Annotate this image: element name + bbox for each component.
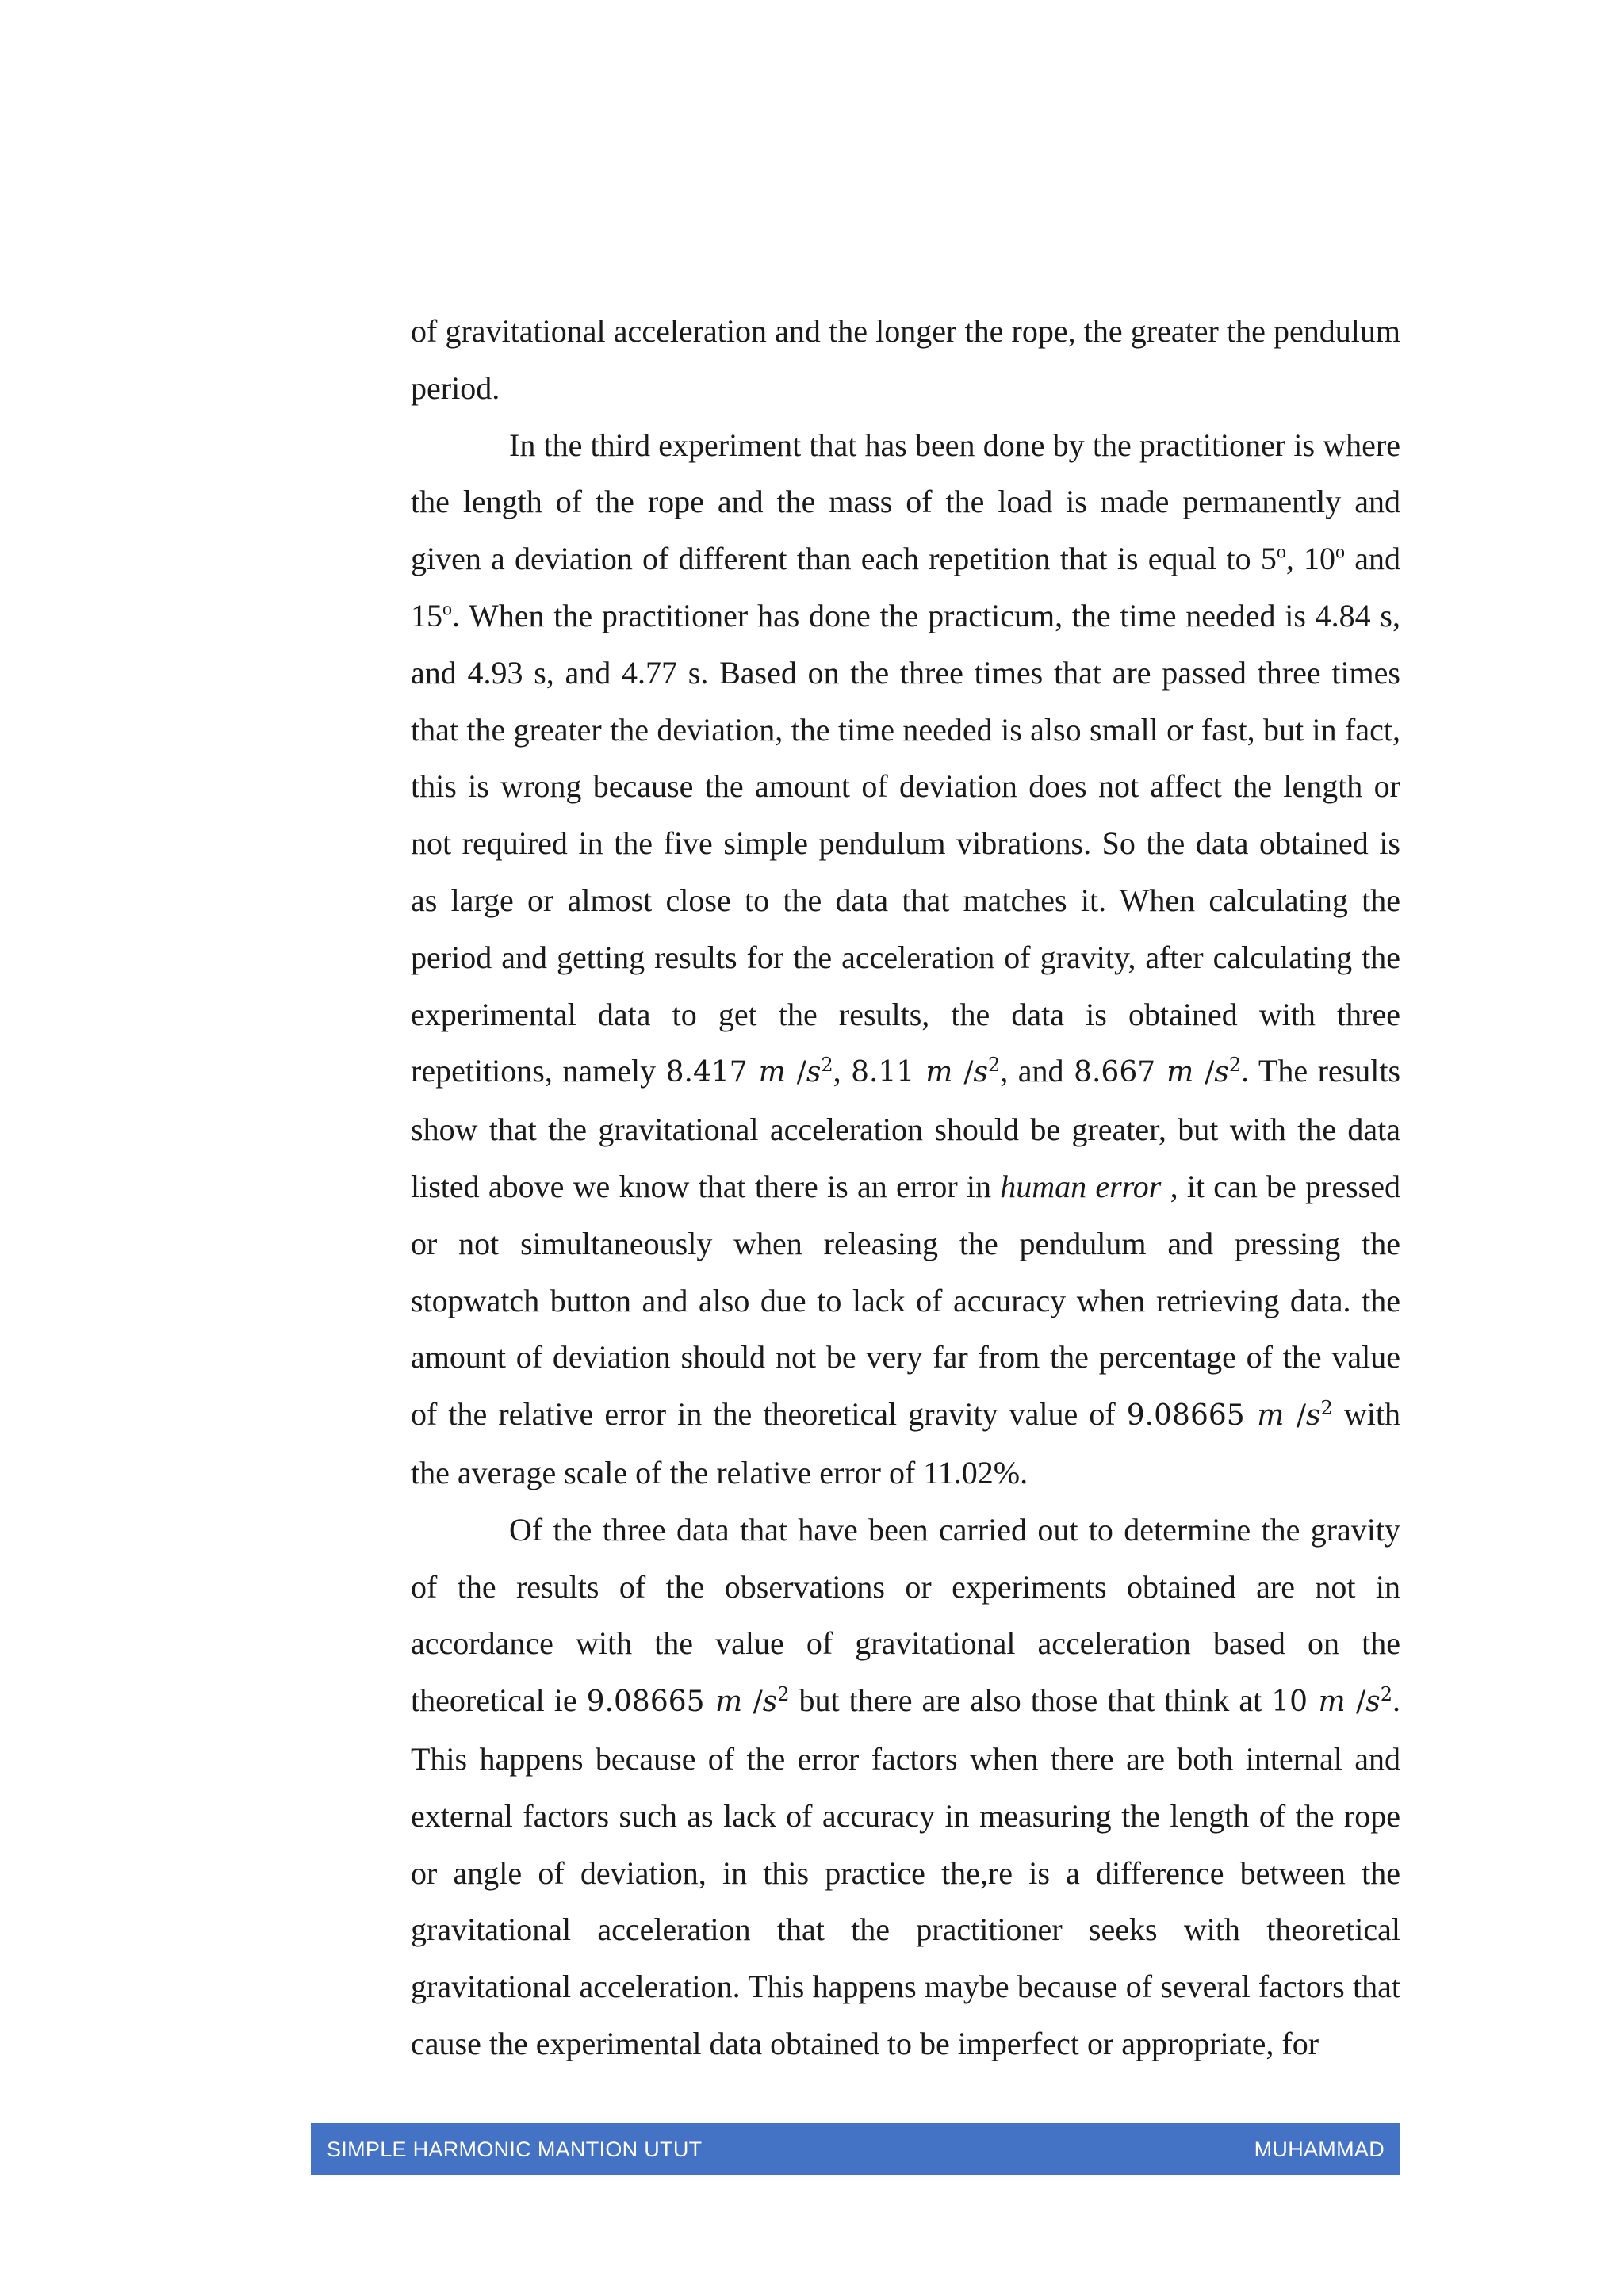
p2-text: , [833,1053,852,1089]
math-value: 9.08665 m $/s^2$ [586,1683,790,1719]
math-value: 8.667 m $/s^2$ [1074,1054,1242,1089]
emphasis-human-error: human error [1000,1168,1162,1204]
p2-text: , 10 [1285,541,1336,577]
math-value: 8.11 m $/s^2$ [851,1054,1001,1089]
math-value: 10 m $/s^2$ [1271,1683,1393,1719]
p2-text: In the third experiment that has been done by the practitioner is where the length of the rope and the mass of the load is made permanently and given a deviation of different than each repetition that is equal to 5 [411,427,1400,577]
p3-text: but there are also those that think at [789,1682,1272,1719]
degree-symbol: o [1276,541,1286,563]
p3-text: Of the three data that have been carried out to determine the gravity of the results of the observations or experiments obtained are not in accordance with the value of gravitational acceleration based on the theoretical ie [411,1511,1400,1719]
page-footer [311,2123,1400,2175]
p2-text: , it can be pressed or not simultaneously when releasing the pendulum and pressing the stopwatch button and also due to lack of accuracy when retrieving data. the amount of deviation should not be very far from the percentage of the value of the relative error in the theoretical gravity value of [411,1168,1400,1433]
p2-text: . The results show that the gravitational acceleration should be greater, but with the data listed above we know that there is an error in [411,1053,1401,1204]
math-value: 8.417 m $/s^2$ [665,1054,833,1089]
p2-text: with the average scale of the relative error of 11.02%. [411,1396,1400,1490]
footer-author: MUHAMMAD [1254,2137,1385,2161]
p2-text: , and [1000,1053,1074,1089]
footer-title: SIMPLE HARMONIC MANTION UTUT [327,2137,703,2161]
degree-symbol: o [1335,541,1346,563]
body-text [411,303,1400,2072]
p2-text: and 15 [411,541,1400,633]
paragraph-2 [411,417,1400,1502]
p2-text: . When the practitioner has done the practicum, the time needed is 4.84 s, and 4.93 s, and 4.77 s. Based on the three times that are passed three times that the greater the deviation, the time needed is also small or fast, but in fact, this is wrong because the amount of deviation does not affect the length or not required in the five simple pendulum vibrations. So the data obtained is as large or almost close to the data that matches it. When calculating the period and getting results for the acceleration of gravity, after calculating the experimental data to get the results, the data is obtained with three repetitions, namely [411,597,1400,1089]
p3-text: . This happens because of the error factors when there are both internal and external factors such as lack of accuracy in measuring the length of the rope or angle of deviation, in this practice the,re is a difference between the gravitational acceleration that the practitioner seeks with theoretical gravitational acceleration. This happens maybe because of several factors that cause the experimental data obtained to be imperfect or appropriate, for [411,1682,1401,2061]
paragraph-3 [411,1502,1400,2072]
degree-symbol: o [442,599,452,620]
paragraph-1: of gravitational acceleration and the longer the rope, the greater the pendulum period. [411,313,1400,406]
math-value: 9.08665 m $/s^2$ [1126,1397,1333,1433]
